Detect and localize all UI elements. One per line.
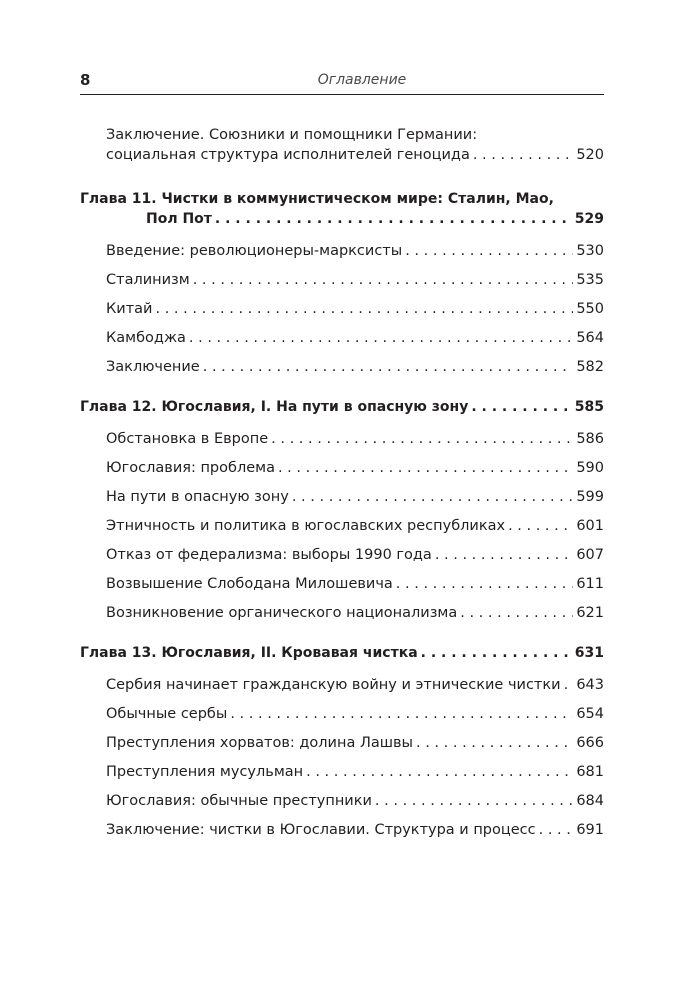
toc-entry-intro	[80, 125, 604, 165]
chapter-page: 529	[574, 211, 604, 227]
section-title: Введение: революционеры-марксисты	[106, 243, 403, 259]
section-page: 586	[576, 431, 604, 447]
chapter-page: 631	[574, 645, 604, 661]
section-page: 681	[576, 764, 604, 780]
leader-dots	[435, 545, 574, 565]
leader-dots	[405, 241, 573, 261]
leader-dots	[193, 270, 574, 290]
toc-section	[80, 733, 604, 753]
toc-section	[80, 328, 604, 348]
section-page: 621	[576, 605, 604, 621]
section-title: Китай	[106, 301, 153, 317]
toc-section	[80, 545, 604, 565]
section-page: 607	[576, 547, 604, 563]
toc-section	[80, 675, 604, 695]
toc-section	[80, 458, 604, 478]
leader-dots	[155, 299, 573, 319]
section-title: Этничность и политика в югославских республиках	[106, 518, 506, 534]
running-title: Оглавление	[317, 72, 407, 88]
leader-dots	[473, 145, 573, 165]
section-page: 666	[576, 735, 604, 751]
table-of-contents	[80, 125, 604, 849]
section-title: Отказ от федерализма: выборы 1990 года	[106, 547, 432, 563]
section-title: Сталинизм	[106, 272, 190, 288]
section-page: 654	[576, 706, 604, 722]
section-title: Преступления мусульман	[106, 764, 304, 780]
section-page: 643	[576, 677, 604, 693]
toc-entry-line	[80, 145, 604, 165]
toc-section	[80, 270, 604, 290]
leader-dots	[306, 762, 573, 782]
leader-dots	[215, 209, 572, 229]
section-title: Преступления хорватов: долина Лашвы	[106, 735, 413, 751]
page-number: 8	[80, 71, 91, 89]
leader-dots	[508, 516, 573, 536]
toc-section	[80, 704, 604, 724]
leader-dots	[416, 733, 573, 753]
chapter-title-tail: Пол Пот	[146, 211, 212, 227]
chapter-title	[80, 397, 604, 417]
leader-dots	[278, 458, 573, 478]
section-page: 564	[576, 330, 604, 346]
section-title: Заключение: чистки в Югославии. Структура и процесс	[106, 822, 536, 838]
section-page: 599	[576, 489, 604, 505]
section-page: 535	[576, 272, 604, 288]
chapter-page: 585	[574, 399, 604, 415]
leader-dots	[421, 643, 572, 663]
toc-entry-line: Заключение. Союзники и помощники Германии:	[106, 127, 478, 143]
section-title: Возникновение органического национализма	[106, 605, 458, 621]
section-page: 691	[576, 822, 604, 838]
chapter-13	[80, 643, 604, 840]
section-title: Обстановка в Европе	[106, 431, 269, 447]
toc-section	[80, 357, 604, 377]
section-title: Заключение	[106, 359, 200, 375]
section-title: Камбоджа	[106, 330, 186, 346]
leader-dots	[230, 704, 573, 724]
toc-section	[80, 574, 604, 594]
leader-dots	[396, 574, 574, 594]
section-page: 684	[576, 793, 604, 809]
toc-section	[80, 603, 604, 623]
chapter-title	[80, 643, 604, 663]
section-page: 601	[576, 518, 604, 534]
leader-dots	[471, 397, 571, 417]
toc-section	[80, 820, 604, 840]
toc-section	[80, 762, 604, 782]
section-title: Югославия: проблема	[106, 460, 275, 476]
toc-section	[80, 791, 604, 811]
toc-section	[80, 299, 604, 319]
section-title: Обычные сербы	[106, 706, 228, 722]
chapter-title: Глава 11. Чистки в коммунистическом мире: Сталин, Мао,	[80, 191, 554, 207]
toc-section	[80, 487, 604, 507]
leader-dots	[539, 820, 574, 840]
section-page: 590	[576, 460, 604, 476]
section-title: На пути в опасную зону	[106, 489, 289, 505]
section-title: Сербия начинает гражданскую войну и этнические чистки	[106, 677, 561, 693]
toc-section	[80, 241, 604, 261]
leader-dots	[271, 429, 573, 449]
section-title: Югославия: обычные преступники	[106, 793, 372, 809]
leader-dots	[460, 603, 573, 623]
chapter-title-text: Глава 12. Югославия, I. На пути в опасную зону	[80, 399, 469, 415]
toc-section	[80, 429, 604, 449]
section-title: Возвышение Слободана Милошевича	[106, 576, 393, 592]
toc-entry-page: 520	[576, 147, 604, 163]
section-page: 530	[576, 243, 604, 259]
leader-dots	[203, 357, 574, 377]
leader-dots	[292, 487, 573, 507]
toc-entry-title: социальная структура исполнителей геноцида	[106, 147, 470, 163]
section-page: 550	[576, 301, 604, 317]
chapter-title-continued	[80, 209, 604, 229]
leader-dots	[189, 328, 573, 348]
chapter-11	[80, 189, 604, 377]
section-page: 611	[576, 576, 604, 592]
page-header	[80, 70, 604, 95]
leader-dots	[375, 791, 573, 811]
leader-dots	[564, 675, 574, 695]
toc-section	[80, 516, 604, 536]
chapter-title-text: Глава 13. Югославия, II. Кровавая чистка	[80, 645, 418, 661]
section-page: 582	[576, 359, 604, 375]
chapter-12	[80, 397, 604, 623]
